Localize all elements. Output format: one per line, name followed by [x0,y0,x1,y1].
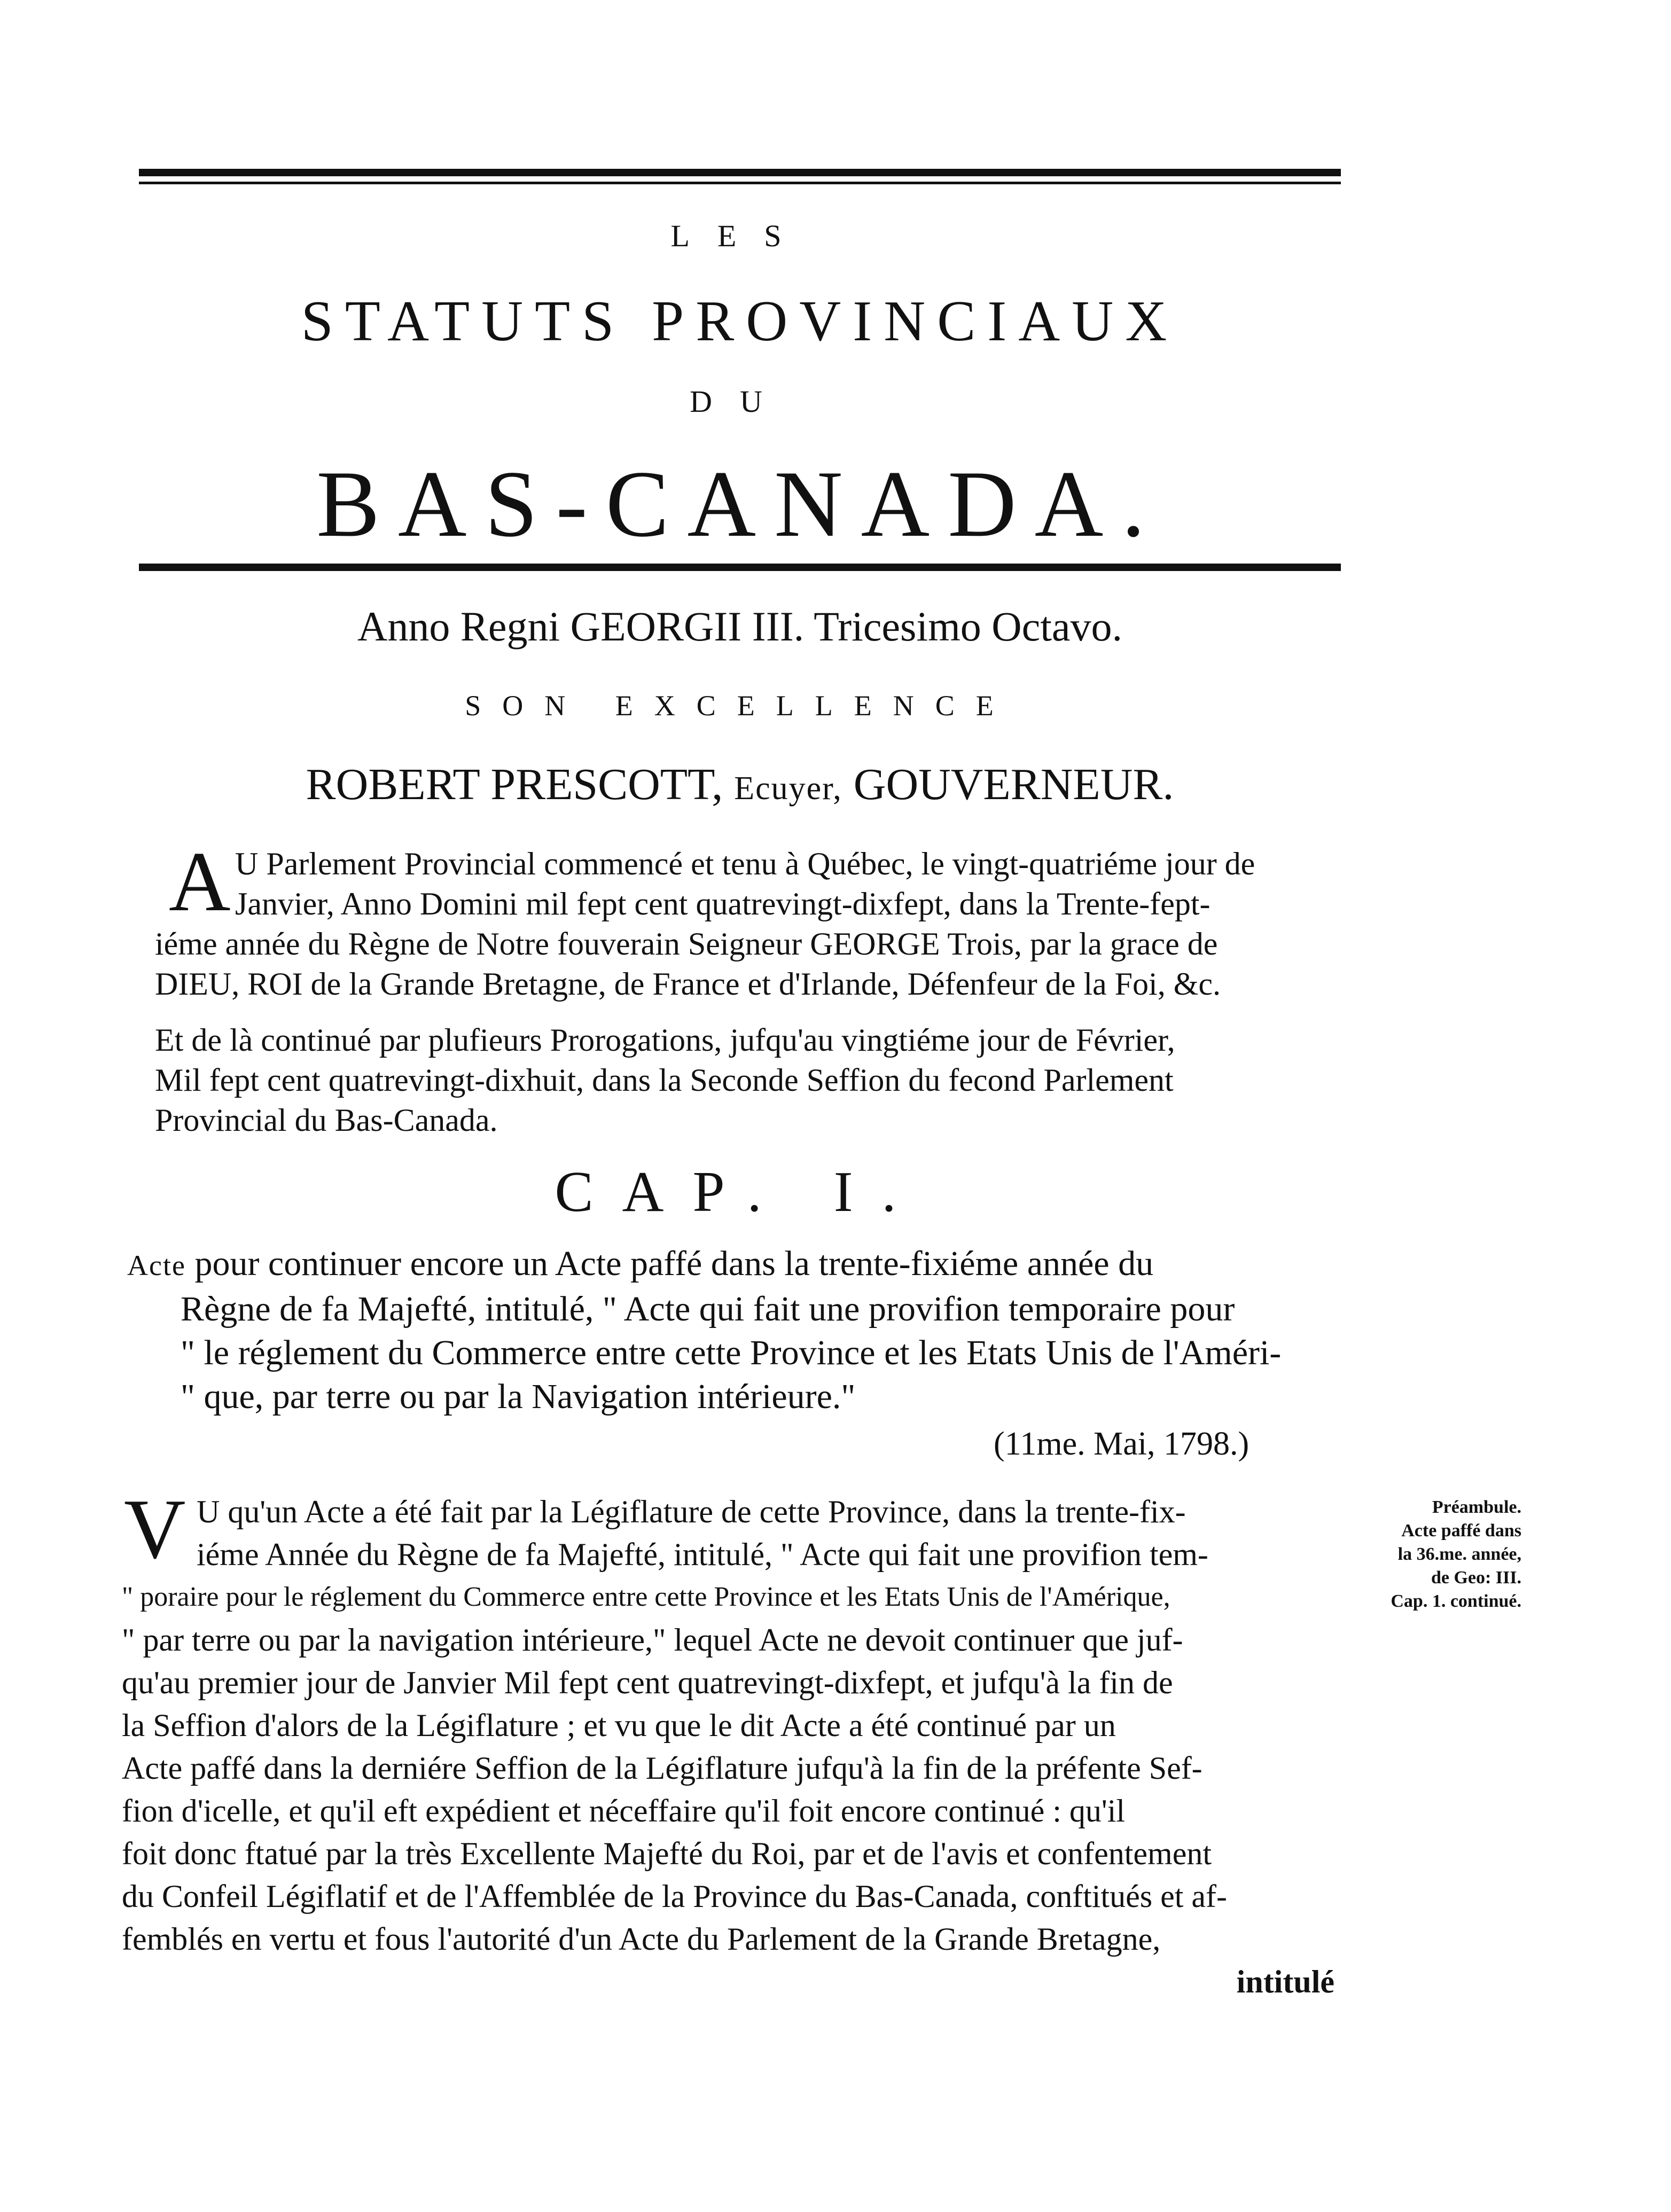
governor-rank: Ecuyer, [734,770,842,807]
preamble-prorogation [123,1020,1341,1140]
header-title: STATUTS PROVINCIAUX [301,290,1179,353]
text-line: qu'au premier jour de Janvier Mil fept cent quatrevingt-dixfept, et jufqu'à la fin de [122,1665,1173,1700]
governor-line [139,759,1341,810]
text-line: U Parlement Provincial commencé et tenu à Québec, le vingt-quatriéme jour de [235,846,1255,881]
act-lead-word: Acte [127,1249,186,1281]
drop-cap-a: A [169,834,231,929]
governor-name: ROBERT PRESCOTT, [306,760,723,809]
top-rule-thick [139,169,1341,176]
text-line: Et de là continué par plufieurs Prorogations, jufqu'au vingtiéme jour de Février, [155,1022,1175,1058]
header-les: LES [670,218,809,253]
margin-note-line: Acte paffé dans [1401,1521,1521,1541]
header-place: BAS-CANADA. [316,451,1164,557]
margin-note-line: de Geo: III. [1431,1568,1521,1588]
text-line: " que, par terre ou par la Navigation intérieure." [181,1377,856,1416]
text-line: la Seffion d'alors de la Légiflature ; et vu que le dit Acte a été continué par un [122,1708,1116,1743]
text-line: Provincial du Bas-Canada. [155,1103,498,1138]
header-rule [139,564,1341,571]
text-line [127,1242,1340,1287]
text-line: DIEU, ROI de la Grande Bretagne, de France et d'Irlande, Défenfeur de la Foi, &c. [155,966,1221,1002]
text-line: " poraire pour le réglement du Commerce entre cette Province et les Etats Unis de l'Amérique, [122,1582,1170,1612]
text-line: " par terre ou par la navigation intérieure," lequel Acte ne devoit continuer que juf- [122,1622,1183,1658]
preamble-parliament [123,834,1341,1004]
act-title [127,1242,1340,1419]
margin-note-line: Préambule. [1432,1497,1521,1517]
text-line: fion d'icelle, et qu'il eft expédient et néceffaire qu'il foit encore continué : qu'il [122,1793,1126,1828]
text-line: " le réglement du Commerce entre cette Province et les Etats Unis de l'Améri- [181,1333,1282,1372]
text-line: foit donc ftatué par la très Excellente Majefté du Roi, par et de l'avis et confentement [122,1836,1212,1871]
margin-note-line: Cap. 1. continué. [1391,1591,1521,1611]
chapter-heading: CAP. I. [555,1160,925,1224]
text-line: femblés en vertu et fous l'autorité d'un Acte du Parlement de la Grande Bretagne, [122,1921,1161,1957]
son-excellence: SON EXCELLENCE [465,690,1015,722]
text-line: Janvier, Anno Domini mil fept cent quatrevingt-dixfept, dans la Trente-fept- [235,886,1211,921]
text-line: iéme Année du Règne de fa Majefté, intitulé, " Acte qui fait une provifion tem- [197,1537,1208,1572]
header-du: DU [690,384,790,419]
drop-cap-v: V [124,1481,186,1576]
text-line: Mil fept cent quatrevingt-dixhuit, dans la Seconde Seffion du fecond Parlement [155,1062,1174,1098]
governor-office: GOUVERNEUR. [853,760,1174,809]
catchword: intitulé [1236,1964,1334,1999]
top-rule-thin [139,182,1341,184]
text-line: Règne de fa Majefté, intitulé, " Acte qui fait une provifion temporaire pour [181,1289,1235,1328]
text-line: du Confeil Légiflatif et de l'Affemblée de la Province du Bas-Canada, conftitués et af- [122,1879,1227,1914]
assent-date: (11me. Mai, 1798.) [994,1426,1250,1462]
margin-note-line: la 36.me. année, [1397,1544,1521,1564]
act-title-line: pour continuer encore un Acte paffé dans la trente-fixiéme année du [194,1244,1154,1283]
act-body [122,1481,1334,2003]
margin-note [1350,1496,1521,1613]
regnal-year: Anno Regni GEORGII III. Tricesimo Octavo. [357,603,1122,650]
text-line: Acte paffé dans la derniére Seffion de la Légiflature jufqu'à la fin de la préfente Sef- [122,1750,1203,1786]
text-line: iéme année du Règne de Notre fouverain Seigneur GEORGE Trois, par la grace de [155,926,1218,962]
text-line: U qu'un Acte a été fait par la Légiflature de cette Province, dans la trente-fix- [197,1494,1186,1529]
